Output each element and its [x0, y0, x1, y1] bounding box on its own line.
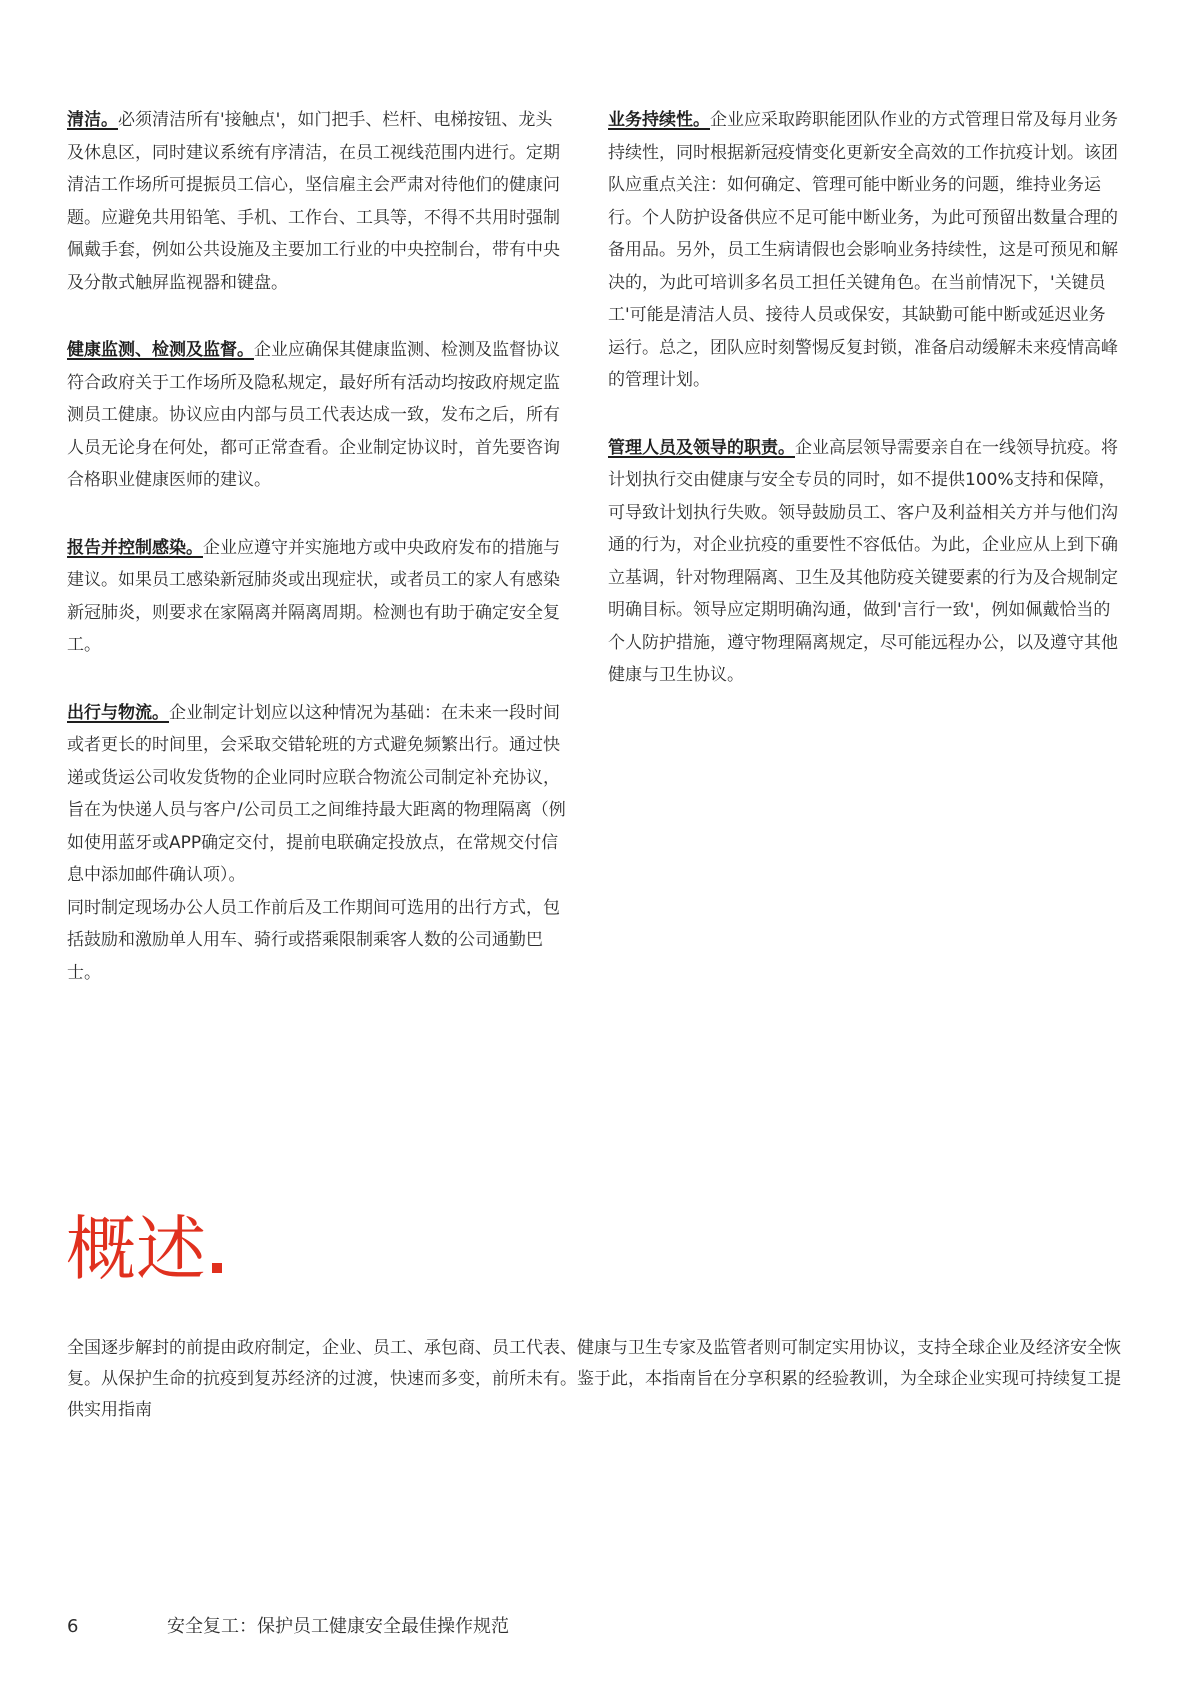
- cleaning-paragraph: [67, 104, 567, 299]
- leadership-heading: 管理人员及领导的职责。: [608, 437, 795, 458]
- health-monitoring-paragraph: [67, 334, 567, 497]
- travel-logistics-heading: 出行与物流。: [67, 702, 169, 723]
- health-monitoring-text: 企业应确保其健康监测、检测及监督协议符合政府关于工作场所及隐私规定，最好所有活动均按政府规定监测员工健康。协议应由内部与员工代表达成一致，发布之后，所有人员无论身在何处，都可正常查看。企业制定协议时，首先要咨询合格职业健康医师的建议。: [67, 340, 560, 490]
- section-title-text: 概述: [66, 1208, 206, 1290]
- infection-control-text: 企业应遵守并实施地方或中央政府发布的措施与建议。如果员工感染新冠肺炎或出现症状，或者员工的家人有感染新冠肺炎，则要求在家隔离并隔离周期。检测也有助于确定安全复工。: [67, 537, 560, 655]
- travel-logistics-paragraph: [67, 697, 567, 990]
- infection-control-paragraph: [67, 532, 567, 662]
- business-continuity-paragraph: [608, 104, 1118, 397]
- cleaning-heading: 清洁。: [67, 110, 118, 130]
- leadership-text: 企业高层领导需要亲自在一线领导抗疫。将计划执行交由健康与安全专员的同时，如不提供100%支持和保障，可导致计划执行失败。领导鼓励员工、客户及利益相关方并与他们沟通的行为，对企业抗疫的重要性不容低估。为此，企业应从上到下确立基调，针对物理隔离、卫生及其他防疫关键要素的行为及合规制定明确目标。领导应定期明确沟通，做到'言行一致'，例如佩戴恰当的个人防护措施，遵守物理隔离规定，尽可能远程办公，以及遵守其他健康与卫生协议。: [608, 437, 1118, 685]
- section-summary: 全国逐步解封的前提由政府制定，企业、员工、承包商、员工代表、健康与卫生专家及监管者则可制定实用协议，支持全球企业及经济安全恢复。从保护生命的抗疫到复苏经济的过渡，快速而多变，前所未有。鉴于此，本指南旨在分享积累的经验教训，为全球企业实现可持续复工提供实用指南: [67, 1338, 1121, 1420]
- leadership-paragraph: [608, 432, 1118, 692]
- right-column: [608, 104, 1118, 727]
- document-title: 安全复工：保护员工健康安全最佳操作规范: [167, 1616, 509, 1637]
- cleaning-text: 必须清洁所有'接触点'，如门把手、栏杆、电梯按钮、龙头及休息区，同时建议系统有序清洁，在员工视线范围内进行。定期清洁工作场所可提振员工信心，坚信雇主会严肃对待他们的健康问题。应避免共用铅笔、手机、工作台、工具等，不得不共用时强制佩戴手套，例如公共设施及主要加工行业的中央控制台，带有中央及分散式触屏监视器和键盘。: [67, 110, 560, 293]
- infection-control-heading: 报告并控制感染。: [67, 537, 203, 558]
- section-title: [66, 1208, 222, 1290]
- travel-logistics-extra: 同时制定现场办公人员工作前后及工作期间可选用的出行方式，包括鼓励和激励单人用车、骑行或搭乘限制乘客人数的公司通勤巴士。: [67, 897, 560, 983]
- page-number: 6: [67, 1616, 79, 1637]
- travel-logistics-text: 企业制定计划应以这种情况为基础：在未来一段时间或者更长的时间里，会采取交错轮班的方式避免频繁出行。通过快递或货运公司收发货物的企业同时应联合物流公司制定补充协议，旨在为快递人员与客户/公司员工之间维持最大距离的物理隔离（例如使用蓝牙或APP确定交付，提前电联确定投放点，在常规交付信息中添加邮件确认项）。: [67, 702, 566, 885]
- left-column: [67, 104, 567, 1024]
- title-dot-icon: [212, 1263, 222, 1273]
- business-continuity-text: 企业应采取跨职能团队作业的方式管理日常及每月业务持续性，同时根据新冠疫情变化更新安全高效的工作抗疫计划。该团队应重点关注：如何确定、管理可能中断业务的问题，维持业务运行。个人防护设备供应不足可能中断业务，为此可预留出数量合理的备用品。另外，员工生病请假也会影响业务持续性，这是可预见和解决的，为此可培训多名员工担任关键角色。在当前情况下，'关键员工'可能是清洁人员、接待人员或保安，其缺勤可能中断或延迟业务运行。总之，团队应时刻警惕反复封锁，准备启动缓解未来疫情高峰的管理计划。: [608, 110, 1118, 390]
- business-continuity-heading: 业务持续性。: [608, 110, 710, 130]
- health-monitoring-heading: 健康监测、检测及监督。: [67, 340, 254, 360]
